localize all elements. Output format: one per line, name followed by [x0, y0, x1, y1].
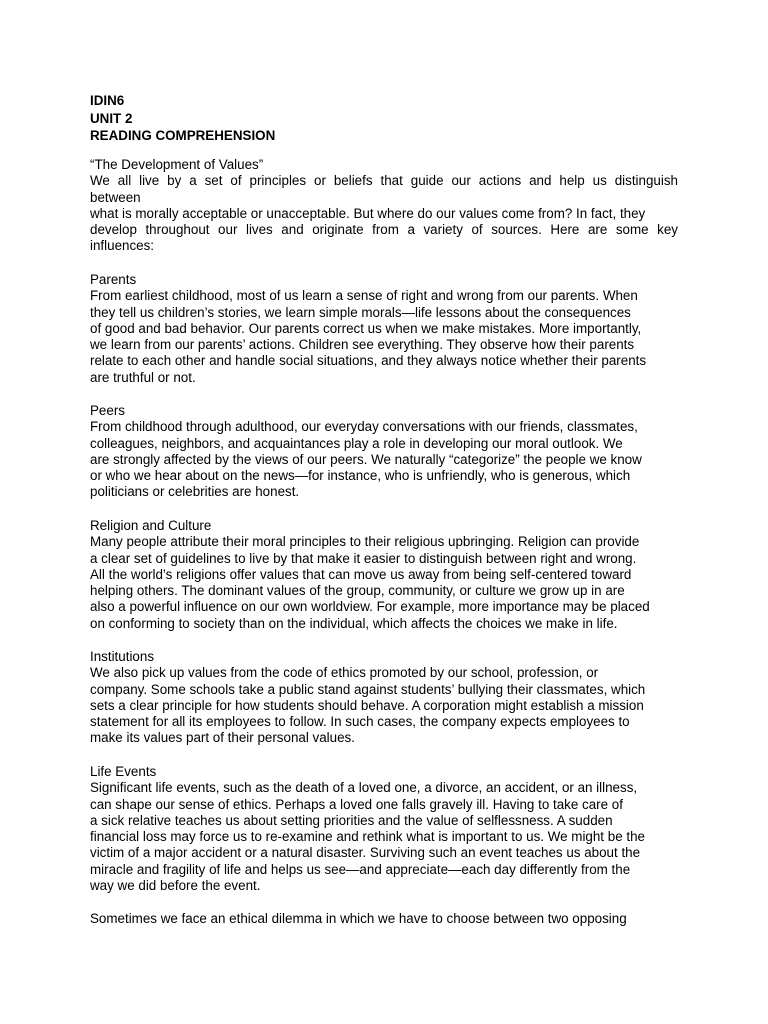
body-line: on conforming to society than on the individual, which affects the choices we make in life. [90, 615, 618, 631]
intro-line: develop throughout our lives and originate from a variety of sources. Here are some key [90, 222, 678, 238]
body-line: make its values part of their personal values. [90, 730, 355, 746]
document-header [90, 92, 678, 145]
body-line: Many people attribute their moral principles to their religious upbringing. Religion can provide [90, 534, 640, 550]
section-title: READING COMPREHENSION [90, 128, 276, 143]
body-line: colleagues, neighbors, and acquaintances play a role in developing our moral outlook. We [90, 435, 623, 451]
body-line: we learn from our parents’ actions. Children see everything. They observe how their parents [90, 337, 635, 353]
body-line: miracle and fragility of life and helps us see—and appreciate—each day differently from the [90, 861, 631, 877]
section-heading: Parents [90, 272, 137, 287]
section-institutions [90, 649, 678, 747]
section-heading: Religion and Culture [90, 518, 212, 533]
closing-paragraph [90, 911, 678, 927]
body-line: relate to each other and handle social situations, and they always notice whether their parents [90, 353, 647, 369]
body-line: are truthful or not. [90, 369, 196, 385]
intro-line: what is morally acceptable or unacceptable. But where do our values come from? In fact, they [90, 205, 646, 221]
body-line: financial loss may force us to re-examine and rethink what is important to us. We might be the [90, 829, 645, 845]
article-title: “The Development of Values” [90, 157, 264, 172]
body-line: also a powerful influence on our own worldview. For example, more importance may be placed [90, 599, 650, 615]
body-line: can shape our sense of ethics. Perhaps a loved one falls gravely ill. Having to take care of [90, 796, 623, 812]
body-line: From earliest childhood, most of us learn a sense of right and wrong from our parents. When [90, 288, 638, 304]
body-line: are strongly affected by the views of our peers. We naturally “categorize” the people we know [90, 451, 642, 467]
body-line: All the world’s religions offer values that can move us away from being self-centered toward [90, 566, 632, 582]
body-line: We also pick up values from the code of ethics promoted by our school, profession, or [90, 665, 599, 681]
body-line: Significant life events, such as the death of a loved one, a divorce, an accident, or an illness, [90, 780, 638, 796]
section-heading: Peers [90, 403, 125, 418]
intro-line: between [90, 189, 141, 205]
body-line: victim of a major accident or a natural disaster. Surviving such an event teaches us about the [90, 845, 641, 861]
section-heading: Life Events [90, 764, 157, 779]
body-line: From childhood through adulthood, our everyday conversations with our friends, classmates, [90, 419, 638, 435]
intro-line: influences: [90, 238, 155, 254]
body-line: sets a clear principle for how students should behave. A corporation might establish a mission [90, 697, 644, 713]
unit-label: UNIT 2 [90, 110, 133, 126]
body-line: Sometimes we face an ethical dilemma in which we have to choose between two opposing [90, 911, 627, 926]
course-code: IDIN6 [90, 93, 125, 108]
body-line: company. Some schools take a public stand against students’ bullying their classmates, which [90, 681, 646, 697]
section-religion-culture [90, 518, 678, 632]
body-line: or who we hear about on the news—for instance, who is unfriendly, who is generous, which [90, 468, 631, 484]
section-life-events [90, 764, 678, 894]
body-line: of good and bad behavior. Our parents correct us when we make mistakes. More importantly, [90, 320, 642, 336]
intro-line: We all live by a set of principles or beliefs that guide our actions and help us distinguish [90, 173, 678, 189]
body-line: statement for all its employees to follow. In such cases, the company expects employees to [90, 714, 630, 730]
body-line: politicians or celebrities are honest. [90, 484, 300, 500]
section-heading: Institutions [90, 649, 155, 664]
body-line: way we did before the event. [90, 878, 261, 894]
body-line: they tell us children’s stories, we learn simple morals—life lessons about the consequences [90, 304, 631, 320]
body-line: a clear set of guidelines to live by that make it easier to distinguish between right and wrong. [90, 550, 637, 566]
intro-paragraph [90, 157, 678, 255]
body-line: helping others. The dominant values of the group, community, or culture we grow up in are [90, 583, 625, 599]
section-parents [90, 272, 678, 386]
section-peers [90, 403, 678, 501]
body-line: a sick relative teaches us about setting priorities and the value of selflessness. A sudden [90, 812, 613, 828]
